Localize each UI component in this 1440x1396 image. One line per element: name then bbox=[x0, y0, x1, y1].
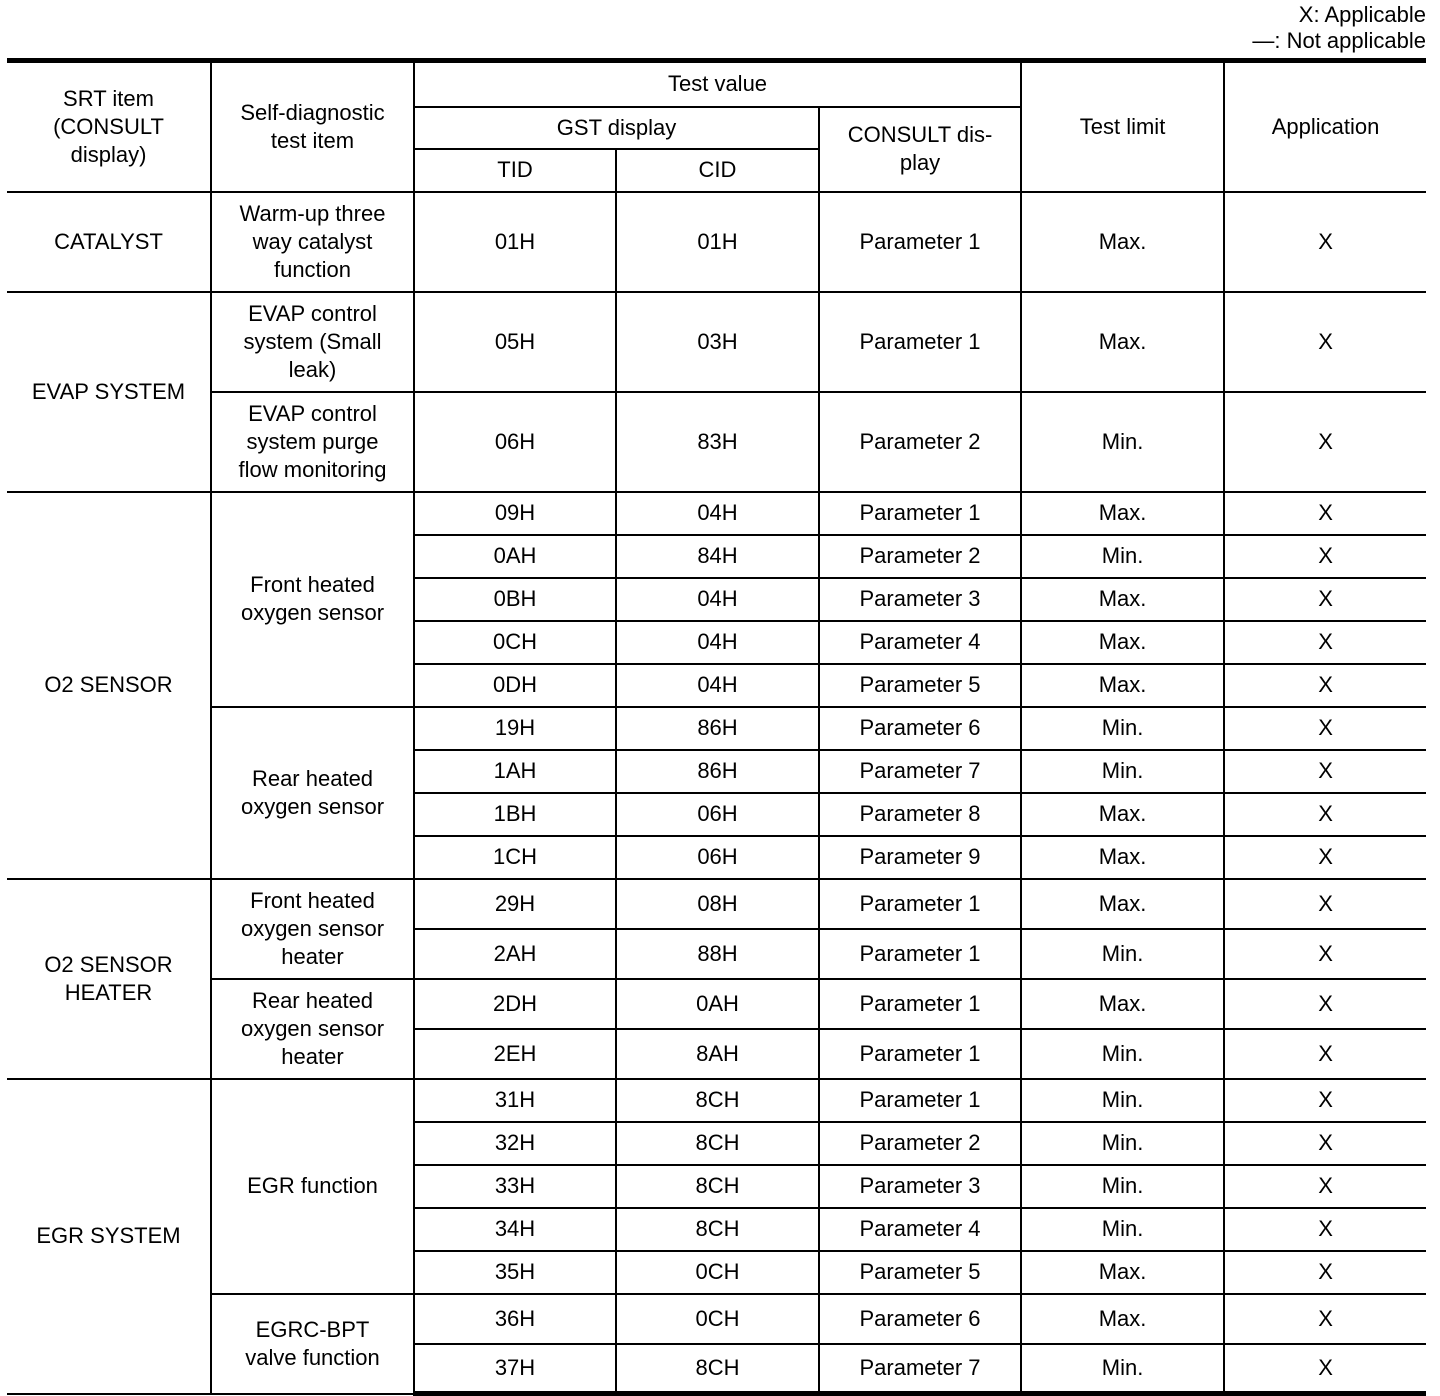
table-row bbox=[7, 1079, 1426, 1122]
consult-display-cell: Parameter 6 bbox=[819, 707, 1021, 750]
cid-cell: 8CH bbox=[616, 1344, 819, 1394]
cid-cell: 06H bbox=[616, 836, 819, 879]
consult-display-cell: Parameter 3 bbox=[819, 578, 1021, 621]
cid-cell: 06H bbox=[616, 793, 819, 836]
self-diagnostic-cell: Rear heated oxygen sensor heater bbox=[211, 979, 414, 1079]
test-limit-cell: Max. bbox=[1021, 979, 1224, 1029]
cid-cell: 01H bbox=[616, 192, 819, 292]
test-limit-cell: Max. bbox=[1021, 492, 1224, 535]
table-row bbox=[7, 1294, 1426, 1344]
tid-cell: 2EH bbox=[414, 1029, 616, 1079]
application-cell: X bbox=[1224, 292, 1426, 392]
consult-display-cell: Parameter 1 bbox=[819, 292, 1021, 392]
table-row bbox=[7, 392, 1426, 492]
application-cell: X bbox=[1224, 750, 1426, 793]
consult-display-cell: Parameter 5 bbox=[819, 1251, 1021, 1294]
test-limit-cell: Max. bbox=[1021, 292, 1224, 392]
self-diagnostic-cell: Front heated oxygen sensor bbox=[211, 492, 414, 707]
application-cell: X bbox=[1224, 879, 1426, 929]
application-cell: X bbox=[1224, 1029, 1426, 1079]
cid-cell: 83H bbox=[616, 392, 819, 492]
cid-cell: 04H bbox=[616, 621, 819, 664]
consult-display-cell: Parameter 2 bbox=[819, 392, 1021, 492]
test-limit-cell: Min. bbox=[1021, 535, 1224, 578]
cid-cell: 03H bbox=[616, 292, 819, 392]
consult-display-cell: Parameter 1 bbox=[819, 929, 1021, 979]
test-limit-cell: Max. bbox=[1021, 578, 1224, 621]
tid-cell: 19H bbox=[414, 707, 616, 750]
table-row bbox=[7, 192, 1426, 292]
cid-cell: 88H bbox=[616, 929, 819, 979]
tid-cell: 36H bbox=[414, 1294, 616, 1344]
cid-cell: 04H bbox=[616, 578, 819, 621]
table-row bbox=[7, 492, 1426, 535]
test-limit-cell: Min. bbox=[1021, 1079, 1224, 1122]
header-cid: CID bbox=[616, 149, 819, 192]
test-limit-cell: Min. bbox=[1021, 750, 1224, 793]
tid-cell: 0DH bbox=[414, 664, 616, 707]
header-gst-display: GST display bbox=[414, 107, 819, 149]
consult-display-cell: Parameter 6 bbox=[819, 1294, 1021, 1344]
tid-cell: 1BH bbox=[414, 793, 616, 836]
application-cell: X bbox=[1224, 1344, 1426, 1394]
consult-display-cell: Parameter 2 bbox=[819, 1122, 1021, 1165]
srt-item-cell: CATALYST bbox=[7, 192, 211, 292]
tid-cell: 37H bbox=[414, 1344, 616, 1394]
consult-display-cell: Parameter 2 bbox=[819, 535, 1021, 578]
application-cell: X bbox=[1224, 1294, 1426, 1344]
table-body bbox=[7, 192, 1426, 1394]
application-cell: X bbox=[1224, 1079, 1426, 1122]
application-cell: X bbox=[1224, 664, 1426, 707]
tid-cell: 35H bbox=[414, 1251, 616, 1294]
tid-cell: 09H bbox=[414, 492, 616, 535]
cid-cell: 84H bbox=[616, 535, 819, 578]
application-cell: X bbox=[1224, 535, 1426, 578]
tid-cell: 31H bbox=[414, 1079, 616, 1122]
test-limit-cell: Min. bbox=[1021, 392, 1224, 492]
cid-cell: 0CH bbox=[616, 1251, 819, 1294]
consult-display-cell: Parameter 1 bbox=[819, 492, 1021, 535]
header-tid: TID bbox=[414, 149, 616, 192]
header-srt-item: SRT item (CONSULT display) bbox=[7, 61, 211, 192]
application-cell: X bbox=[1224, 793, 1426, 836]
consult-display-cell: Parameter 7 bbox=[819, 750, 1021, 793]
self-diagnostic-cell: EGRC-BPT valve function bbox=[211, 1294, 414, 1394]
self-diagnostic-cell: EVAP control system purge flow monitoring bbox=[211, 392, 414, 492]
consult-display-cell: Parameter 4 bbox=[819, 621, 1021, 664]
tid-cell: 0BH bbox=[414, 578, 616, 621]
application-cell: X bbox=[1224, 192, 1426, 292]
application-cell: X bbox=[1224, 1165, 1426, 1208]
header-test-limit: Test limit bbox=[1021, 61, 1224, 192]
cid-cell: 86H bbox=[616, 707, 819, 750]
consult-display-cell: Parameter 1 bbox=[819, 192, 1021, 292]
self-diagnostic-cell: EGR function bbox=[211, 1079, 414, 1294]
application-cell: X bbox=[1224, 578, 1426, 621]
test-limit-cell: Max. bbox=[1021, 1294, 1224, 1344]
table-row bbox=[7, 707, 1426, 750]
tid-cell: 33H bbox=[414, 1165, 616, 1208]
self-diagnostic-cell: Front heated oxygen sensor heater bbox=[211, 879, 414, 979]
legend bbox=[1252, 2, 1426, 54]
application-cell: X bbox=[1224, 1251, 1426, 1294]
test-limit-cell: Min. bbox=[1021, 1165, 1224, 1208]
self-diagnostic-cell: EVAP control system (Small leak) bbox=[211, 292, 414, 392]
self-diagnostic-cell: Warm-up three way catalyst function bbox=[211, 192, 414, 292]
cid-cell: 8CH bbox=[616, 1208, 819, 1251]
consult-display-cell: Parameter 1 bbox=[819, 1079, 1021, 1122]
srt-item-cell: EVAP SYSTEM bbox=[7, 292, 211, 492]
header-application: Application bbox=[1224, 61, 1426, 192]
tid-cell: 0CH bbox=[414, 621, 616, 664]
application-cell: X bbox=[1224, 929, 1426, 979]
test-limit-cell: Max. bbox=[1021, 192, 1224, 292]
self-diagnostic-cell: Rear heated oxygen sensor bbox=[211, 707, 414, 879]
cid-cell: 04H bbox=[616, 664, 819, 707]
cid-cell: 8CH bbox=[616, 1165, 819, 1208]
test-limit-cell: Max. bbox=[1021, 1251, 1224, 1294]
application-cell: X bbox=[1224, 1122, 1426, 1165]
tid-cell: 32H bbox=[414, 1122, 616, 1165]
application-cell: X bbox=[1224, 392, 1426, 492]
test-limit-cell: Min. bbox=[1021, 1208, 1224, 1251]
application-cell: X bbox=[1224, 979, 1426, 1029]
cid-cell: 0CH bbox=[616, 1294, 819, 1344]
test-limit-cell: Max. bbox=[1021, 879, 1224, 929]
test-limit-cell: Max. bbox=[1021, 836, 1224, 879]
tid-cell: 0AH bbox=[414, 535, 616, 578]
tid-cell: 05H bbox=[414, 292, 616, 392]
consult-display-cell: Parameter 1 bbox=[819, 979, 1021, 1029]
cid-cell: 8CH bbox=[616, 1122, 819, 1165]
srt-item-cell: O2 SENSOR bbox=[7, 492, 211, 879]
cid-cell: 8CH bbox=[616, 1079, 819, 1122]
tid-cell: 2AH bbox=[414, 929, 616, 979]
header-self-diagnostic: Self-diagnostic test item bbox=[211, 61, 414, 192]
legend-applicable: X: Applicable bbox=[1298, 2, 1426, 27]
cid-cell: 08H bbox=[616, 879, 819, 929]
test-limit-cell: Min. bbox=[1021, 1029, 1224, 1079]
consult-display-cell: Parameter 4 bbox=[819, 1208, 1021, 1251]
test-limit-cell: Min. bbox=[1021, 707, 1224, 750]
application-cell: X bbox=[1224, 836, 1426, 879]
consult-display-cell: Parameter 3 bbox=[819, 1165, 1021, 1208]
test-limit-cell: Min. bbox=[1021, 929, 1224, 979]
test-limit-cell: Max. bbox=[1021, 621, 1224, 664]
tid-cell: 1AH bbox=[414, 750, 616, 793]
tid-cell: 06H bbox=[414, 392, 616, 492]
consult-display-cell: Parameter 1 bbox=[819, 1029, 1021, 1079]
test-limit-cell: Min. bbox=[1021, 1122, 1224, 1165]
srt-item-cell: O2 SENSOR HEATER bbox=[7, 879, 211, 1079]
table-row bbox=[7, 979, 1426, 1029]
header-test-value: Test value bbox=[414, 61, 1021, 107]
consult-display-cell: Parameter 1 bbox=[819, 879, 1021, 929]
tid-cell: 01H bbox=[414, 192, 616, 292]
consult-display-cell: Parameter 9 bbox=[819, 836, 1021, 879]
table-row bbox=[7, 292, 1426, 392]
consult-display-cell: Parameter 8 bbox=[819, 793, 1021, 836]
cid-cell: 0AH bbox=[616, 979, 819, 1029]
cid-cell: 86H bbox=[616, 750, 819, 793]
legend-not-applicable: —: Not applicable bbox=[1252, 28, 1426, 53]
tid-cell: 1CH bbox=[414, 836, 616, 879]
header-consult-display: CONSULT dis-play bbox=[819, 107, 1021, 192]
application-cell: X bbox=[1224, 707, 1426, 750]
tid-cell: 29H bbox=[414, 879, 616, 929]
srt-item-cell: EGR SYSTEM bbox=[7, 1079, 211, 1394]
application-cell: X bbox=[1224, 492, 1426, 535]
application-cell: X bbox=[1224, 1208, 1426, 1251]
cid-cell: 04H bbox=[616, 492, 819, 535]
consult-display-cell: Parameter 5 bbox=[819, 664, 1021, 707]
test-limit-cell: Max. bbox=[1021, 664, 1224, 707]
consult-display-cell: Parameter 7 bbox=[819, 1344, 1021, 1394]
srt-test-value-table bbox=[7, 58, 1426, 1396]
table-row bbox=[7, 879, 1426, 929]
tid-cell: 2DH bbox=[414, 979, 616, 1029]
application-cell: X bbox=[1224, 621, 1426, 664]
tid-cell: 34H bbox=[414, 1208, 616, 1251]
test-limit-cell: Min. bbox=[1021, 1344, 1224, 1394]
test-limit-cell: Max. bbox=[1021, 793, 1224, 836]
cid-cell: 8AH bbox=[616, 1029, 819, 1079]
